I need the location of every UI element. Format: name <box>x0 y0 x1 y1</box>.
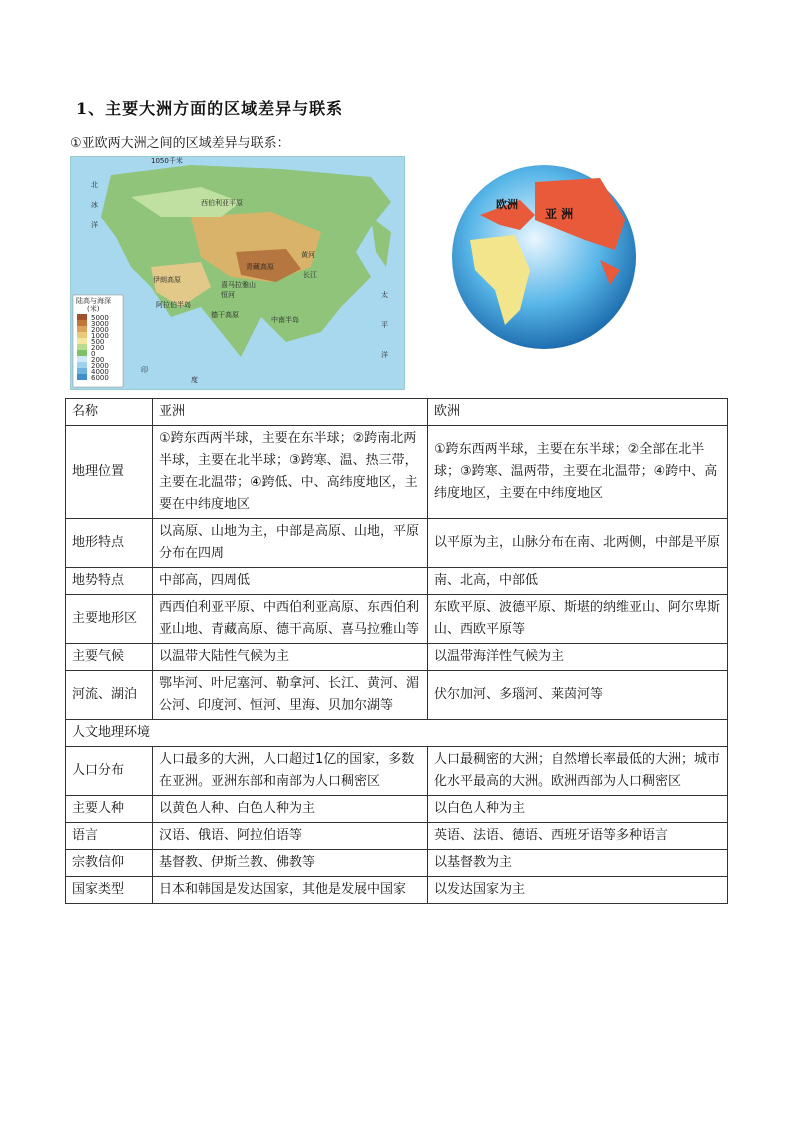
table-row: 主要人种 以黄色人种、白色人种为主 以白色人种为主 <box>66 796 728 823</box>
table-row: 宗教信仰 基督教、伊斯兰教、佛教等 以基督教为主 <box>66 850 728 877</box>
svg-text:3000: 3000 <box>91 320 109 328</box>
globe-europe-label: 欧洲 <box>496 198 518 211</box>
svg-text:5000: 5000 <box>91 314 109 322</box>
map-label: 洋 <box>91 221 98 229</box>
map-label: 长江 <box>303 271 317 279</box>
table-row: 地势特点 中部高，四周低 南、北高，中部低 <box>66 568 728 595</box>
map-label: 恒河 <box>221 291 235 299</box>
map-label: 太 <box>381 291 388 299</box>
table-row: 主要气候 以温带大陆性气候为主 以温带海洋性气候为主 <box>66 644 728 671</box>
svg-text:2000: 2000 <box>91 326 109 334</box>
map-label: 青藏高原 <box>246 263 274 271</box>
table-row: 地形特点 以高原、山地为主，中部是高原、山地，平原分布在四周 以平原为主，山脉分布在南、北两侧，中部是平原 <box>66 519 728 568</box>
table-row: 国家类型 日本和韩国是发达国家，其他是发展中国家 以发达国家为主 <box>66 877 728 904</box>
svg-text:200: 200 <box>91 344 105 352</box>
map-label: 伊朗高原 <box>153 276 181 284</box>
map-label: 黄河 <box>301 251 315 259</box>
map-label: 阿拉伯半岛 <box>156 301 191 309</box>
comparison-table <box>65 398 728 904</box>
svg-text:6000: 6000 <box>91 374 109 382</box>
table-row: 河流、湖泊 鄂毕河、叶尼塞河、勒拿河、长江、黄河、湄公河、印度河、恒河、里海、贝加尔湖等 伏尔加河、多瑙河、莱茵河等 <box>66 671 728 720</box>
section-title: 1、主要大洲方面的区域差异与联系 <box>76 99 344 118</box>
table-row: 地理位置 ①跨东西两半球，主要在东半球；②跨南北两半球，主要在北半球；③跨寒、温、热三带，主要在北温带；④跨低、中、高纬度地区，主要在中纬度地区 ①跨东西两半球，主要在东半球；②全部在北半球；③跨寒、温两带，主要在北温带；④跨中、高纬度地区，主要在中纬度地区 <box>66 426 728 519</box>
table-section-row <box>66 720 728 747</box>
map-label: 喜马拉雅山 <box>221 281 256 289</box>
map-scale: 1050千米 <box>151 157 183 165</box>
map-label: 印 <box>141 366 148 374</box>
table-header-row <box>66 399 728 426</box>
svg-text:4000: 4000 <box>91 368 109 376</box>
map-label: 德干高原 <box>211 311 239 319</box>
legend-unit: (米) <box>87 305 100 313</box>
svg-text:200: 200 <box>91 356 105 364</box>
header-asia: 亚洲 <box>153 399 428 426</box>
globe-illustration <box>450 160 638 354</box>
header-name: 名称 <box>66 399 153 426</box>
map-label: 洋 <box>381 351 388 359</box>
svg-text:0: 0 <box>91 350 96 358</box>
table-row: 人口分布 人口最多的大洲，人口超过1亿的国家，多数在亚洲。亚洲东部和南部为人口稠密区 人口最稠密的大洲；自然增长率最低的大洲；城市化水平最高的大洲。欧洲西部为人口稠密区 <box>66 747 728 796</box>
svg-text:2000: 2000 <box>91 362 109 370</box>
map-label: 中南半岛 <box>271 316 299 324</box>
map-label: 平 <box>381 321 388 329</box>
asia-physical-map <box>70 156 405 390</box>
globe-asia-label: 亚 洲 <box>545 207 574 221</box>
map-label: 西伯利亚平原 <box>201 199 243 207</box>
table-row: 语言 汉语、俄语、阿拉伯语等 英语、法语、德语、西班牙语等多种语言 <box>66 823 728 850</box>
map-label: 度 <box>191 376 198 384</box>
map-label: 北 <box>91 181 98 189</box>
section-label: 人文地理环境 <box>66 720 728 747</box>
svg-text:1000: 1000 <box>91 332 109 340</box>
subsection-title: ①亚欧两大洲之间的区域差异与联系： <box>70 136 290 151</box>
svg-text:500: 500 <box>91 338 105 346</box>
map-label: 冰 <box>91 201 98 209</box>
legend-title: 陆高与海深 <box>76 297 111 305</box>
table-row: 主要地形区 西西伯利亚平原、中西伯利亚高原、东西伯利亚山地、青藏高原、德干高原、喜马拉雅山等 东欧平原、波德平原、斯堪的纳维亚山、阿尔卑斯山、西欧平原等 <box>66 595 728 644</box>
map-legend <box>73 295 123 387</box>
header-europe: 欧洲 <box>428 399 728 426</box>
